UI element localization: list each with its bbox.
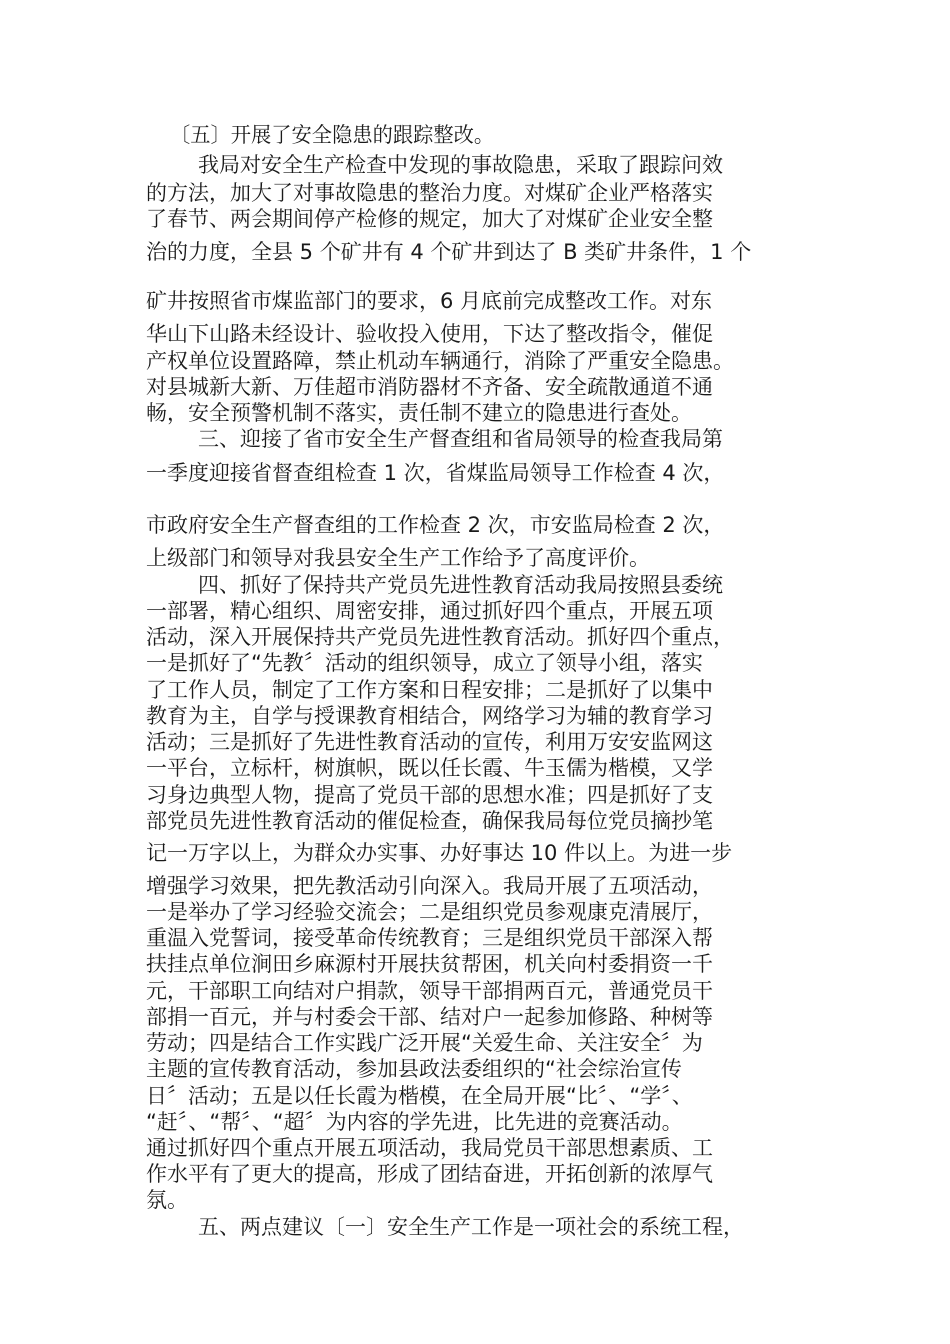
text-line: 氛。 (146, 1188, 188, 1212)
text-line: 华山下山路未经设计、验收投入使用，下达了整改指令，催促 (146, 322, 713, 346)
text-line: 了工作人员，制定了工作方案和日程安排；二是抓好了以集中 (146, 678, 713, 702)
text-line: 上级部门和领导对我县安全生产工作给予了高度评价。 (146, 546, 650, 570)
text-line: 通过抓好四个重点开展五项活动，我局党员干部思想素质、工 (146, 1136, 713, 1160)
text-line: “赶〞、“帮〞、“超〞为内容的学先进，比先进的竞赛活动。 (146, 1110, 683, 1134)
text-line: 日〞活动；五是以任长霞为楷模，在全局开展“比〞、“学〞、 (146, 1084, 693, 1108)
text-line: 的方法，加大了对事故隐患的整治力度。对煤矿企业严格落实 (146, 181, 713, 205)
text-line: 畅，安全预警机制不落实，责任制不建立的隐患进行查处。 (146, 401, 692, 425)
text-line: 主题的宣传教育活动，参加县政法委组织的“社会综治宣传 (146, 1057, 682, 1081)
text-line: 活动；三是抓好了先进性教育活动的宣传，利用万安安监网这 (146, 730, 713, 754)
text-line: 教育为主，自学与授课教育相结合，网络学习为辅的教育学习 (146, 704, 713, 728)
text-line: 重温入党誓词，接受革命传统教育；三是组织党员干部深入帮 (146, 926, 713, 950)
text-line: 增强学习效果，把先教活动引向深入。我局开展了五项活动， (146, 874, 713, 898)
text-line: 市政府安全生产督查组的工作检查 2 次，市安监局检查 2 次， (146, 513, 725, 537)
text-line: 我局对安全生产检查中发现的事故隐患，采取了跟踪问效 (198, 153, 723, 177)
text-line: 了春节、两会期间停产检修的规定，加大了对煤矿企业安全整 (146, 207, 713, 231)
text-line: 对县城新大新、万佳超市消防器材不齐备、安全疏散通道不通 (146, 375, 713, 399)
text-line: 一是举办了学习经验交流会；二是组织党员参观康克清展厅， (146, 900, 713, 924)
text-line: 部捐一百元，并与村委会干部、结对户一起参加修路、种树等 (146, 1005, 713, 1029)
text-line: 治的力度，全县 5 个矿井有 4 个矿井到达了 B 类矿井条件，1 个 (146, 240, 752, 264)
text-line: 五、两点建议〔一〕安全生产工作是一项社会的系统工程， (198, 1215, 744, 1239)
text-line: 〔五〕开展了安全隐患的跟踪整改。 (170, 123, 495, 147)
text-line: 元，干部职工向结对户捐款，领导干部捐两百元，普通党员干 (146, 979, 713, 1003)
text-line: 三、迎接了省市安全生产督查组和省局领导的检查我局第 (198, 427, 723, 451)
text-line: 一部署，精心组织、周密安排，通过抓好四个重点，开展五项 (146, 599, 713, 623)
text-line: 作水平有了更大的提高，形成了团结奋进，开拓创新的浓厚气 (146, 1162, 713, 1186)
text-line: 一是抓好了“先教〞活动的组织领导，成立了领导小组，落实 (146, 651, 703, 675)
text-line: 习身边典型人物，提高了党员干部的思想水准；四是抓好了支 (146, 783, 713, 807)
text-line: 部党员先进性教育活动的催促检查，确保我局每位党员摘抄笔 (146, 809, 713, 833)
text-line: 矿井按照省市煤监部门的要求，6 月底前完成整改工作。对东 (146, 289, 713, 313)
text-line: 四、抓好了保持共产党员先进性教育活动我局按照县委统 (198, 573, 723, 597)
text-line: 劳动；四是结合工作实践广泛开展“关爱生命、关注安全〞为 (146, 1031, 703, 1055)
text-line: 活动，深入开展保持共产党员先进性教育活动。抓好四个重点， (146, 625, 734, 649)
text-line: 一平台，立标杆，树旗帜，既以任长霞、牛玉儒为楷模，又学 (146, 756, 713, 780)
text-line: 产权单位设置路障，禁止机动车辆通行，消除了严重安全隐患。 (146, 349, 734, 373)
text-line: 记一万字以上，为群众办实事、办好事达 10 件以上。为进一步 (146, 841, 733, 865)
text-line: 扶挂点单位涧田乡麻源村开展扶贫帮困，机关向村委捐资一千 (146, 952, 713, 976)
text-line: 一季度迎接省督查组检查 1 次，省煤监局领导工作检查 4 次， (146, 461, 725, 485)
